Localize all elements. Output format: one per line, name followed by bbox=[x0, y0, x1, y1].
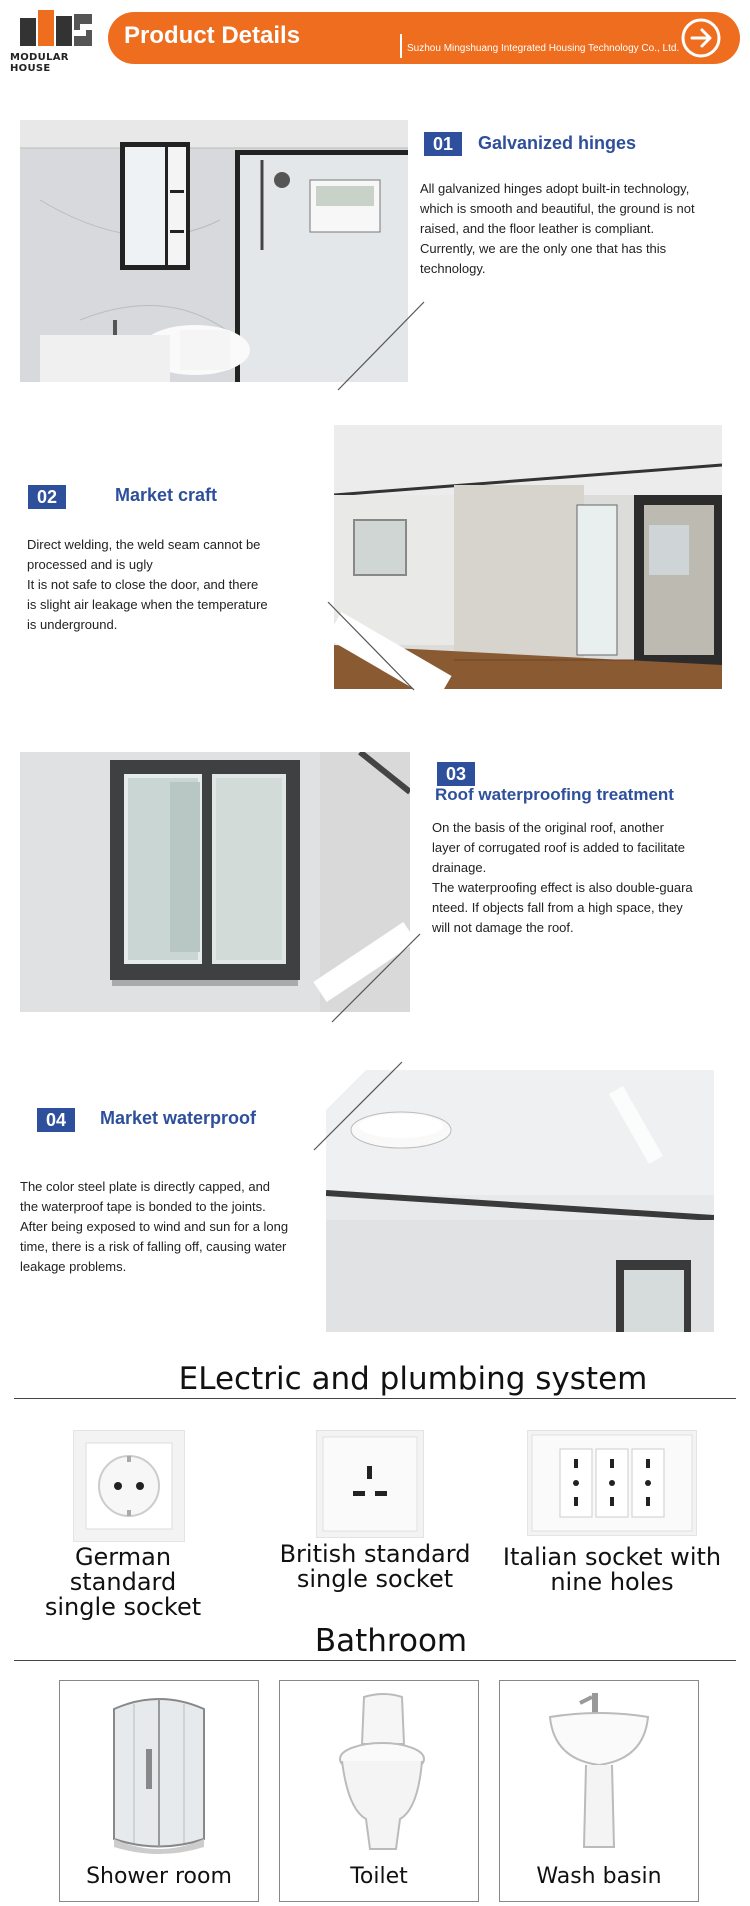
feature-description: Direct welding, the weld seam cannot be processed and is ugly It is not safe to close the door, and there is slight air leakage when the temperature is underground. bbox=[27, 537, 268, 632]
section-divider bbox=[14, 1398, 736, 1399]
feature-title: Market craft bbox=[115, 485, 218, 505]
feature-title: Galvanized hinges bbox=[478, 133, 637, 153]
decorative-line bbox=[326, 600, 416, 692]
feature-number: 01 bbox=[424, 132, 462, 156]
section-divider bbox=[14, 1660, 736, 1661]
banner-divider bbox=[400, 34, 402, 58]
feature-title: Roof waterproofing treatment bbox=[435, 785, 674, 804]
feature-number: 02 bbox=[28, 485, 66, 509]
feature-description: On the basis of the original roof, another layer of corrugated roof is added to facilitate drainage. The waterproofing effect is also double-guara nteed. If objects fall from a high space, they will not damage the roof. bbox=[432, 820, 693, 935]
feature-number: 04 bbox=[37, 1108, 75, 1132]
bath-label: Shower room bbox=[86, 1864, 232, 1889]
decorative-line bbox=[330, 932, 422, 1024]
wash-basin-icon bbox=[544, 1689, 654, 1859]
feature-description: All galvanized hinges adopt built-in technology, which is smooth and beautiful, the ground is not raised, and the floor leather is compliant. Currently, we are the only one that has this technology. bbox=[420, 181, 695, 276]
italian-socket-image bbox=[527, 1430, 697, 1536]
arrow-right-icon[interactable] bbox=[680, 17, 722, 59]
section-title-bathroom: Bathroom bbox=[314, 1623, 468, 1659]
socket-label: British standard single socket bbox=[279, 1540, 471, 1593]
feature-number: 03 bbox=[437, 762, 475, 786]
german-socket-icon bbox=[74, 1431, 184, 1541]
bath-label: Toilet bbox=[350, 1864, 408, 1889]
feature-title: Market waterproof bbox=[100, 1108, 257, 1128]
shower-room-card bbox=[59, 1680, 259, 1902]
page-title: Product Details bbox=[124, 22, 301, 49]
shower-room-icon bbox=[104, 1689, 214, 1859]
section-title-electric: ELectric and plumbing system bbox=[178, 1361, 648, 1397]
decorative-line bbox=[336, 300, 426, 392]
feature-description: The color steel plate is directly capped, and the waterproof tape is bonded to the joints. After being exposed to wind and sun for a long time, there is a risk of falling off, causing water leakage problems. bbox=[20, 1179, 289, 1274]
british-socket-image bbox=[316, 1430, 424, 1538]
header-banner bbox=[108, 12, 740, 64]
wash-basin-card bbox=[499, 1680, 699, 1902]
german-socket-image bbox=[73, 1430, 185, 1542]
socket-label: Italian socket with nine holes bbox=[502, 1543, 722, 1596]
company-name: Suzhou Mingshuang Integrated Housing Technology Co., Ltd. bbox=[407, 43, 680, 54]
toilet-card bbox=[279, 1680, 479, 1902]
toilet-icon bbox=[324, 1689, 434, 1859]
british-socket-icon bbox=[317, 1431, 423, 1537]
modular-house-logo-icon bbox=[20, 10, 92, 46]
decorative-line bbox=[312, 1060, 404, 1152]
logo-text: MODULAR HOUSE bbox=[10, 52, 69, 74]
brand-logo bbox=[10, 10, 105, 74]
italian-socket-icon bbox=[528, 1431, 696, 1535]
socket-label: German standard single socket bbox=[44, 1543, 202, 1621]
bath-label: Wash basin bbox=[536, 1864, 662, 1889]
